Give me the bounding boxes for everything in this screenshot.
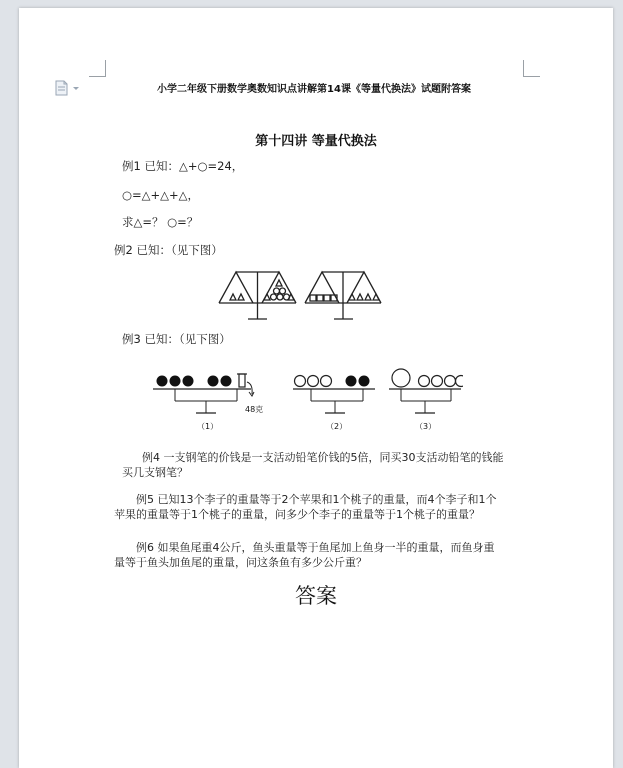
balance-scale-1 [219,272,296,319]
weight-48g-label: 48克 [245,405,264,414]
margin-corner-top-right [523,60,540,77]
caption-2: （2） [326,422,348,431]
page-header: 小学二年级下册数学奥数知识点讲解第14课《等量代换法》试题附答案 [157,84,471,95]
document-page [19,8,613,768]
example-5-line-2: 苹果的重量等于1个桃子的重量，问多少个李子的重量等于1个桃子的重量？ [114,508,480,521]
example-4 [122,450,504,480]
example-4-line-2: 买几支钢笔？ [122,466,188,479]
caption-3: （3） [415,422,437,431]
balance-scales-figure [217,266,387,328]
answer-heading: 答案 [295,584,337,608]
example-6-line-1: 例6 如果鱼尾重4公斤，鱼头重量等于鱼尾加上鱼身一半的重量，而鱼身重 [136,541,495,554]
balance-scale-2 [305,272,381,319]
caption-1: （1） [197,422,219,431]
example-3-label: 例3 已知：（见下图） [122,332,231,346]
example-1-line-1: 例1 已知：△+○=24， [122,159,244,173]
example-6-line-2: 量等于鱼头加鱼尾的重量，问这条鱼有多少公斤重？ [114,556,367,569]
margin-corner-top-left [89,60,106,77]
example-6 [114,540,495,570]
weight-set-3 [389,369,463,431]
weight-set-2 [293,376,375,432]
lesson-title: 第十四讲 等量代换法 [255,134,377,149]
ball-weights-figure [153,368,463,436]
example-1-line-2: ○=△+△+△， [122,188,199,202]
example-5 [114,492,496,522]
example-1-line-3: 求△=？ ○=？ [122,215,199,229]
weight-set-1 [153,374,263,431]
document-icon[interactable] [55,80,85,96]
example-5-line-1: 例5 已知13个李子的重量等于2个苹果和1个桃子的重量，而4个李子和1个 [136,493,497,506]
example-4-line-1: 例4 一支钢笔的价钱是一支活动铅笔价钱的5倍，同买30支活动铅笔的钱能 [142,451,504,464]
example-2-label: 例2 已知：（见下图） [114,243,223,257]
